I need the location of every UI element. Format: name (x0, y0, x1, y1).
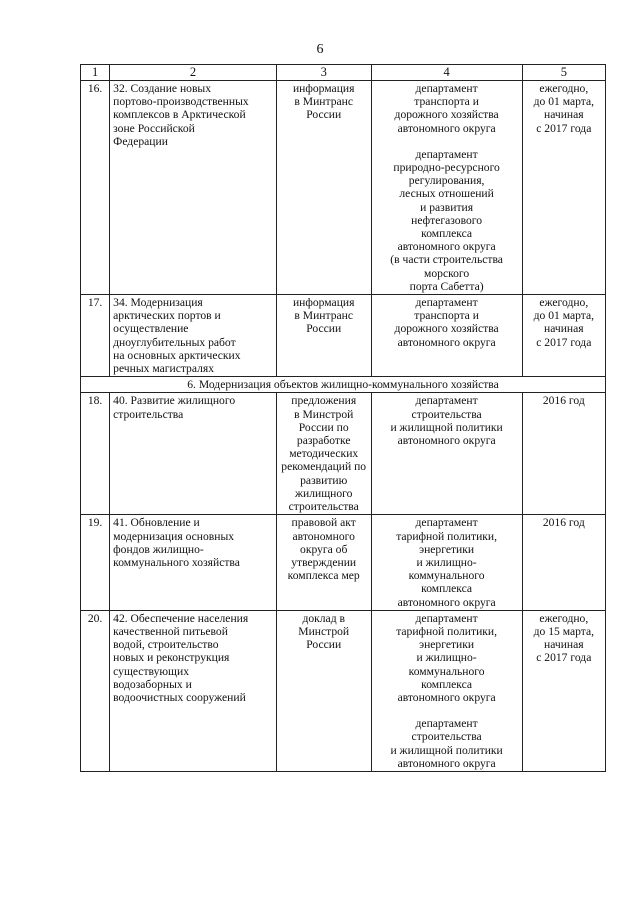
section-title: 6. Модернизация объектов жилищно-коммунального хозяйства (81, 377, 606, 393)
header-cell: 3 (276, 65, 371, 81)
form-line: разработке (296, 434, 351, 448)
responsible-line: лесных отношений (399, 187, 494, 201)
action-line: на основных арктических (113, 348, 241, 362)
deadline-line: ежегодно, (539, 82, 589, 95)
form-line: информация (292, 296, 355, 310)
responsible-line: автономного округа (397, 335, 496, 349)
form-line: утверждении (291, 555, 357, 569)
action-line: существующих (113, 664, 189, 678)
section-row (81, 377, 606, 393)
responsible-line: энергетики (419, 542, 475, 556)
responsible-line: комплекса (421, 227, 473, 241)
plan-table (80, 64, 606, 772)
form-cell (276, 393, 371, 515)
header-cell: 4 (371, 65, 522, 81)
responsible-line: тарифной политики, (396, 529, 498, 543)
responsible-cell (371, 393, 522, 515)
deadline-cell (522, 81, 605, 295)
deadline-cell (522, 515, 605, 610)
table-row (81, 515, 606, 610)
action-line: модернизация основных (113, 529, 235, 543)
action-line: речных магистралях (113, 362, 215, 376)
responsible-line: комплекса (421, 677, 473, 691)
responsible-line: автономного округа (397, 595, 496, 609)
responsible-line: и жилищной политики (390, 743, 503, 757)
header-row (81, 65, 606, 81)
responsible-line: департамент (415, 516, 478, 530)
deadline-line: с 2017 года (536, 335, 592, 349)
form-line: рекомендаций по (281, 460, 367, 474)
responsible-line: департамент (415, 296, 478, 310)
form-line: Минстрой (298, 624, 350, 638)
responsible-line: и развития (420, 200, 474, 214)
action-line: водой, строительство (113, 638, 219, 652)
form-line: методических (289, 447, 359, 461)
deadline-line: с 2017 года (536, 651, 592, 665)
responsible-line: дорожного хозяйства (394, 108, 499, 122)
responsible-line: автономного округа (397, 434, 496, 448)
row-number: 17. (81, 295, 110, 377)
deadline-line: до 01 марта, (533, 95, 594, 109)
responsible-line: департамент (415, 394, 478, 408)
responsible-cell (371, 81, 522, 295)
action-line: зоне Российской (113, 121, 195, 135)
form-line: комплекса мер (287, 569, 360, 583)
action-line: Федерации (113, 134, 168, 148)
form-cell (276, 515, 371, 610)
responsible-line: и жилищно- (416, 555, 477, 569)
action-line: 42. Обеспечение населения (113, 611, 249, 625)
responsible-line: тарифной политики, (396, 624, 498, 638)
form-line: России (306, 108, 342, 122)
deadline-line: начиная (544, 322, 584, 336)
responsible-cell (371, 610, 522, 771)
form-line: в Минтранс (294, 309, 353, 323)
responsible-line: строительства (411, 407, 482, 421)
form-line: строительства (288, 500, 359, 514)
form-line: развитию (300, 473, 348, 487)
action-line: коммунального хозяйства (113, 555, 240, 569)
deadline-line: до 01 марта, (533, 309, 594, 323)
form-cell (276, 610, 371, 771)
responsible-line: транспорта и (414, 95, 479, 109)
responsible-line: строительства (411, 730, 482, 744)
form-line: округа об (300, 542, 348, 556)
deadline-line: 2016 год (542, 394, 585, 408)
action-line: водозаборных и (113, 677, 192, 691)
action-line: 41. Обновление и (113, 516, 200, 530)
deadline-line: 2016 год (542, 516, 585, 530)
action-cell (110, 515, 277, 610)
responsible-cell (371, 295, 522, 377)
action-cell (110, 295, 277, 377)
responsible-line: и жилищной политики (390, 420, 503, 434)
responsible-line: природно-ресурсного (393, 161, 500, 175)
action-cell (110, 393, 277, 515)
responsible-line: автономного округа (397, 240, 496, 254)
action-line: осуществление (113, 322, 189, 336)
deadline-line: до 15 марта, (533, 624, 594, 638)
header-cell: 2 (110, 65, 277, 81)
form-line: России по (298, 420, 349, 434)
deadline-cell (522, 610, 605, 771)
responsible-line: департамент (415, 147, 478, 161)
form-line: правовой акт (291, 516, 356, 530)
action-line: 34. Модернизация (113, 296, 203, 310)
action-line: дноуглубительных работ (113, 335, 236, 349)
form-cell (276, 81, 371, 295)
responsible-line: регулирования, (408, 174, 485, 188)
form-line: в Минтранс (294, 95, 353, 109)
table-row (81, 81, 606, 295)
plan-body (81, 81, 606, 772)
action-line: строительства (113, 407, 184, 421)
form-line: информация (292, 82, 355, 95)
responsible-line: комплекса (421, 582, 473, 596)
responsible-line: (в части строительства (390, 253, 503, 267)
table-row (81, 295, 606, 377)
action-line: портово-производственных (113, 95, 249, 109)
action-line: 32. Создание новых (113, 82, 212, 95)
responsible-line: коммунального (408, 569, 485, 583)
responsible-line: департамент (415, 82, 478, 95)
responsible-line: морского (424, 266, 470, 280)
action-line: фондов жилищно- (113, 542, 204, 556)
header-cell: 1 (81, 65, 110, 81)
action-line: водоочистных сооружений (113, 690, 246, 704)
responsible-line: департамент (415, 611, 478, 625)
action-cell (110, 610, 277, 771)
form-line: автономного (292, 529, 355, 543)
responsible-line: департамент (415, 717, 478, 731)
responsible-gap (375, 135, 519, 148)
deadline-line: ежегодно, (539, 611, 589, 625)
form-line: жилищного (295, 486, 353, 500)
action-line: 40. Развитие жилищного (113, 394, 236, 408)
form-line: в Минстрой (294, 407, 354, 421)
form-line: предложения (291, 394, 357, 408)
row-number: 19. (81, 515, 110, 610)
row-number: 16. (81, 81, 110, 295)
table-row (81, 610, 606, 771)
deadline-line: с 2017 года (536, 121, 592, 135)
responsible-line: и жилищно- (416, 651, 477, 665)
deadline-line: начиная (544, 638, 584, 652)
header-cell: 5 (522, 65, 605, 81)
action-line: новых и реконструкция (113, 651, 230, 665)
responsible-line: автономного округа (397, 756, 496, 770)
action-cell (110, 81, 277, 295)
responsible-line: автономного округа (397, 690, 496, 704)
responsible-line: нефтегазового (411, 213, 483, 227)
deadline-cell (522, 295, 605, 377)
row-number: 20. (81, 610, 110, 771)
form-line: России (306, 322, 342, 336)
action-line: арктических портов и (113, 309, 221, 323)
responsible-gap (375, 704, 519, 717)
action-line: комплексов в Арктической (113, 108, 246, 122)
row-number: 18. (81, 393, 110, 515)
responsible-line: дорожного хозяйства (394, 322, 499, 336)
responsible-line: порта Сабетта) (409, 279, 484, 293)
deadline-line: ежегодно, (539, 296, 589, 310)
responsible-line: транспорта и (414, 309, 479, 323)
deadline-cell (522, 393, 605, 515)
form-line: доклад в (302, 611, 345, 625)
form-line: России (306, 638, 342, 652)
page-number: 6 (316, 42, 324, 57)
action-line: качественной питьевой (113, 624, 228, 638)
table-row (81, 393, 606, 515)
responsible-cell (371, 515, 522, 610)
responsible-line: коммунального (408, 664, 485, 678)
form-cell (276, 295, 371, 377)
responsible-line: энергетики (419, 638, 475, 652)
responsible-line: автономного округа (397, 121, 496, 135)
deadline-line: начиная (544, 108, 584, 122)
